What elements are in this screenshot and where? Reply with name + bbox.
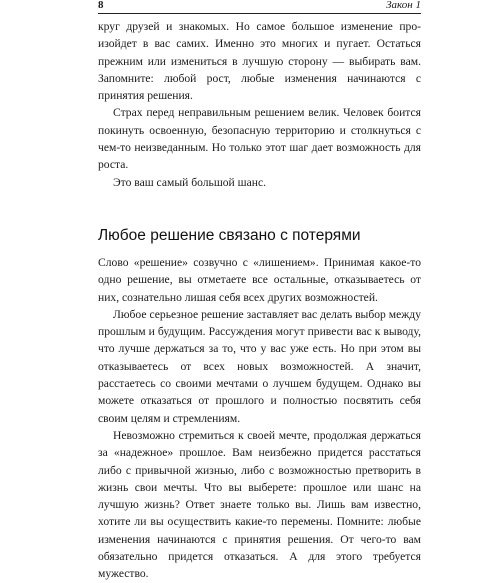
- page-number: 8: [98, 0, 104, 11]
- text-block-section: [98, 254, 421, 583]
- page-header: [98, 0, 421, 14]
- section-title: Любое решение связано с потерями: [98, 226, 361, 244]
- paragraph: Слово «решение» созвучно с «лишением». Принимая какое-то одно решение, вы отметаете все остальные, отказываетесь от них, сознательно лишая себя всех других возможностей.: [98, 255, 421, 304]
- paragraph: круг друзей и знакомых. Но самое большое изменение произойдет в вас самих. Именно это многих и пугает. Остаться прежним или измениться в лучшую сторону — выбирать вам. Запомните: любой рост, любые изменения начинаются с принятия решения.: [98, 20, 421, 103]
- text-block-intro: [98, 18, 421, 191]
- paragraph: Это ваш самый большой шанс.: [113, 175, 266, 189]
- paragraph: Любое серьезное решение заставляет вас делать выбор между прошлым и будущим. Рассуждения могут привести вас к выводу, что лучше держаться за то, что у вас уже есть. Но при этом вы отказываетесь от всех новых возможностей. А значит, расстаетесь со своими мечтами о лучшем будущем. Однако вы можете отказаться от прошлого и полностью посвятить себя своим целям и стремлениям.: [98, 307, 421, 425]
- paragraph: Невозможно стремиться к своей мечте, продолжая держаться за «надежное» прошлое. Вам неизбежно придется расстаться либо с привычной жизнью, либо с возможностью претворить в жизнь свои мечты. Что вы выберете: прошлое или шанс на лучшую жизнь? Ответ знаете только вы. Лишь вам известно, хотите ли вы осуществить какие-то перемены. Помните: любые изменения начинаются с принятия решения. От чего-то вам обязательно придется отказаться. А для этого требуется мужество.: [98, 428, 421, 581]
- book-page: [98, 0, 421, 581]
- paragraph: Страх перед неправильным решением велик. Человек боится покинуть освоенную, безопасную территорию и столкнуться с чем-то неизведанным. Но только этот шаг дает возможность для роста.: [98, 106, 421, 172]
- running-head: Закон 1: [386, 0, 421, 11]
